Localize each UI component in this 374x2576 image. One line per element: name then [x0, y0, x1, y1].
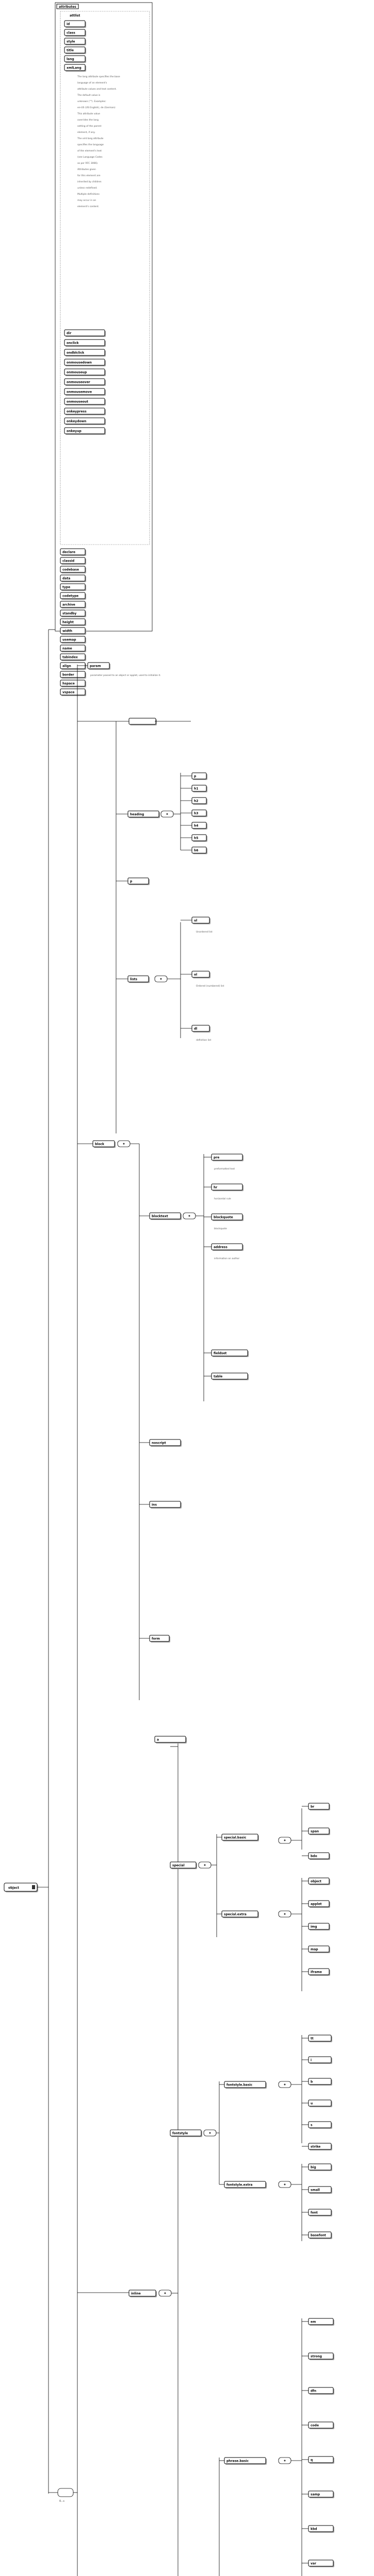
block-choice: [118, 1141, 130, 1147]
list-ol-label: ol: [194, 973, 198, 977]
special-br-label: br: [311, 1805, 315, 1809]
fontstyle-strike[interactable]: [308, 2143, 332, 2150]
form-label: form: [152, 1637, 160, 1641]
attr-tabindex-label: tabindex: [62, 655, 78, 659]
attr-onmouseout-label: onmouseout: [67, 400, 88, 404]
attr-onmousedown-label: onmousedown: [67, 361, 92, 365]
attr-doc-line-14: as per RFC 3066).: [77, 162, 99, 165]
special-iframe-label: iframe: [311, 1970, 322, 1974]
blocktext-doc-address: information on author: [214, 1258, 240, 1260]
fontstyle-big[interactable]: [308, 2164, 332, 2171]
block-fieldset[interactable]: [212, 1350, 249, 1357]
fontstyle-u[interactable]: [308, 2100, 332, 2107]
fontstyle-basefont-label: basefont: [311, 2233, 326, 2238]
blocktext-doc-pre: preformatted text: [214, 1168, 235, 1171]
attr-declare[interactable]: [60, 549, 86, 556]
list-doc-ol: Ordered (numbered) list: [196, 985, 224, 988]
attr-xmlLang[interactable]: [64, 64, 86, 72]
attr-onkeyup-label: onkeyup: [67, 429, 82, 433]
attr-class[interactable]: [64, 29, 86, 37]
attr-type[interactable]: [60, 584, 86, 591]
attributes-title: attributes: [59, 5, 76, 9]
param-doc: parameter passed to an object or applet, used to initialize it.: [90, 674, 161, 677]
list-dl[interactable]: [192, 1025, 210, 1032]
heading-h5-label: h5: [194, 836, 199, 840]
fontstyle-tt[interactable]: [308, 2035, 332, 2042]
fontstyle-extra-label: fontstyle.extra: [226, 2183, 253, 2187]
list-ul[interactable]: [192, 917, 210, 924]
fontstyle-b-label: b: [311, 2080, 313, 2084]
blocktext-pre[interactable]: [212, 1154, 243, 1161]
blocktext[interactable]: [150, 1213, 182, 1220]
heading-h6-label: h6: [194, 849, 199, 853]
special-extra[interactable]: [222, 1911, 259, 1918]
fontstyle-basic-label: fontstyle.basic: [226, 2083, 253, 2087]
block-table-label: table: [214, 1375, 223, 1379]
fontstyle-font[interactable]: [308, 2209, 332, 2216]
fontstyle-s[interactable]: [308, 2122, 332, 2129]
special-bdo-label: bdo: [311, 1854, 317, 1858]
attr-id-label: id: [67, 22, 70, 26]
blocktext-choice: [183, 1213, 196, 1219]
fontstyle-choice: [204, 2130, 216, 2136]
lists-choice: [155, 976, 167, 982]
attr-onmouseout[interactable]: [64, 398, 106, 405]
ins-block-label: ins: [152, 1503, 157, 1507]
phrase-em[interactable]: [308, 2318, 334, 2326]
attr-onclick[interactable]: [64, 340, 106, 347]
lists-label: lists: [130, 977, 138, 981]
root-element-object[interactable]: [4, 1883, 38, 1892]
attr-doc-line-7: overrides the lang: [77, 119, 99, 122]
attr-doc-line-12: of the element's text: [77, 150, 102, 152]
attr-class-label: class: [67, 31, 75, 35]
attr-ondblclick-label: ondblclick: [67, 351, 85, 355]
fontstyle-tt-label: tt: [311, 2037, 314, 2041]
special-map-label: map: [311, 1947, 318, 1952]
attr-onmouseup-label: onmouseup: [67, 370, 87, 375]
attr-codebase[interactable]: [60, 566, 86, 573]
special-iframe[interactable]: [308, 1969, 330, 1976]
attr-name-label: name: [62, 647, 72, 651]
blocktext-address-label: address: [214, 1245, 227, 1249]
special-extra-label: special.extra: [224, 1912, 247, 1917]
special-span[interactable]: [308, 1828, 330, 1835]
fontstyle-s-label: s: [311, 2123, 313, 2127]
attr-vspace-label: vspace: [62, 690, 75, 694]
heading-h6[interactable]: [192, 847, 207, 854]
fontstyle-font-label: font: [311, 2211, 318, 2215]
paragraph-label: p: [130, 879, 133, 884]
seq-occurrence: 0..∞: [59, 2500, 65, 2503]
attr-doc-line-3: The default value is: [77, 94, 101, 97]
attr-onkeypress[interactable]: [64, 408, 106, 415]
lists[interactable]: [128, 976, 150, 983]
list-ul-label: ul: [194, 919, 198, 923]
phrase-basic-label: phrase.basic: [226, 2459, 249, 2463]
attr-onclick-label: onclick: [67, 341, 79, 345]
phrase-basic[interactable]: [224, 2458, 267, 2465]
heading-h5[interactable]: [192, 835, 207, 842]
attr-doc-line-17: inherited by children: [77, 181, 102, 183]
special-basic-choice: [279, 1837, 291, 1843]
phrase-code-label: code: [311, 2424, 319, 2428]
phrase-var[interactable]: [308, 2560, 334, 2567]
special-applet-label: applet: [311, 1902, 322, 1906]
attr-id[interactable]: [64, 21, 86, 28]
attlist-label: attlist: [70, 14, 80, 18]
heading-h1-label: h1: [194, 787, 199, 791]
anchor[interactable]: [155, 1736, 187, 1743]
attr-dir-label: dir: [67, 331, 72, 335]
phrase-kbd[interactable]: [308, 2526, 334, 2533]
heading-choice: [161, 811, 173, 817]
fontstyle-i[interactable]: [308, 2057, 332, 2064]
blocktext-blockquote-label: blockquote: [214, 1215, 233, 1219]
attr-height-label: height: [62, 620, 74, 624]
attr-doc-line-4: unknown (""). Examples:: [77, 100, 106, 103]
blocktext-label: blocktext: [152, 1214, 168, 1218]
attr-title[interactable]: [64, 47, 86, 54]
phrase-samp[interactable]: [308, 2491, 334, 2498]
special-object[interactable]: [308, 1878, 330, 1885]
heading-h4[interactable]: [192, 822, 207, 829]
attr-onkeydown-label: onkeydown: [67, 419, 87, 423]
attr-ondblclick[interactable]: [64, 349, 106, 357]
list-doc-ul: Unordered list: [196, 931, 213, 934]
fontstyle-basefont[interactable]: [308, 2232, 332, 2239]
attr-align[interactable]: [60, 663, 86, 670]
heading-h1[interactable]: [192, 785, 207, 792]
attr-doc-line-8: setting of the parent: [77, 125, 102, 128]
fontstyle-u-label: u: [311, 2102, 313, 2106]
phrase-dfn-label: dfn: [311, 2389, 317, 2393]
heading-p-label: p: [194, 774, 197, 778]
fontstyle-strike-label: strike: [311, 2145, 321, 2149]
attr-archive-label: archive: [62, 603, 75, 607]
attr-border-label: border: [62, 673, 74, 677]
children-layer: [77, 663, 334, 2576]
block[interactable]: [93, 1141, 116, 1148]
attr-classid-label: classid: [62, 559, 75, 563]
inline-label: inline: [131, 2292, 141, 2296]
block-label: block: [95, 1142, 105, 1146]
special-applet[interactable]: [308, 1901, 330, 1908]
attr-lang-label: lang: [67, 57, 74, 61]
fontstyle-label: fontstyle: [172, 2131, 188, 2136]
list-dl-label: dl: [194, 1027, 198, 1031]
heading-h2[interactable]: [192, 798, 207, 805]
attr-doc-line-10: The xml:lang attribute: [77, 138, 104, 140]
blocktext-hr[interactable]: [212, 1184, 243, 1191]
attr-onkeydown[interactable]: [64, 418, 106, 425]
attr-height[interactable]: [60, 619, 86, 626]
fontstyle-small-label: small: [311, 2188, 320, 2192]
heading-label: heading: [130, 812, 144, 817]
attr-name[interactable]: [60, 645, 86, 652]
attr-style-label: style: [67, 40, 75, 44]
attr-doc-line-19: Multiple definitions: [77, 193, 100, 196]
attr-onmouseover[interactable]: [64, 379, 106, 386]
special-img-label: img: [311, 1925, 317, 1929]
attr-tabindex[interactable]: [60, 654, 86, 661]
attr-doc-line-0: The lang attribute specifies the base: [77, 76, 120, 78]
attr-codetype[interactable]: [60, 592, 86, 600]
phrase-q[interactable]: [308, 2456, 334, 2464]
phrase-strong-label: strong: [311, 2354, 322, 2359]
ins-block[interactable]: [150, 1501, 182, 1509]
attr-doc-line-18: unless redefined.: [77, 187, 97, 190]
fontstyle-small[interactable]: [308, 2187, 332, 2194]
phrase-q-label: q: [311, 2458, 313, 2462]
attr-xmlLang-label: xmlLang: [67, 66, 82, 70]
attr-doc-line-9: element, if any.: [77, 131, 95, 134]
attr-width-label: width: [62, 629, 73, 633]
blocktext-blockquote[interactable]: [212, 1214, 243, 1221]
special-map[interactable]: [308, 1946, 330, 1953]
attr-declare-label: declare: [62, 550, 76, 554]
phrase-dfn[interactable]: [308, 2387, 334, 2395]
noscript-label: noscript: [152, 1441, 166, 1445]
noscript[interactable]: [150, 1439, 182, 1447]
list-ol[interactable]: [192, 971, 210, 978]
fontstyle-i-label: i: [311, 2058, 312, 2062]
attr-classid[interactable]: [60, 557, 86, 565]
attr-onmousedown[interactable]: [64, 359, 106, 366]
special-label: special: [172, 1863, 185, 1868]
blocktext-hr-label: hr: [214, 1185, 218, 1190]
attr-title-label: title: [67, 48, 74, 53]
attr-codebase-label: codebase: [62, 568, 79, 572]
heading-p[interactable]: [192, 773, 207, 780]
blocktext-pre-label: pre: [214, 1156, 220, 1160]
sequence-compositor: [58, 665, 77, 2576]
attr-doc-line-11: specifies the language: [77, 144, 104, 146]
attr-dir[interactable]: [64, 330, 106, 337]
fontstyle-extra[interactable]: [224, 2181, 267, 2189]
block-group[interactable]: [129, 718, 157, 725]
attr-border[interactable]: [60, 671, 86, 679]
inline-choice: [159, 2290, 171, 2296]
attribute-list: [60, 21, 106, 696]
fontstyle-b[interactable]: [308, 2078, 332, 2086]
attr-doc-line-6: This attribute value: [77, 113, 100, 115]
phrase-kbd-label: kbd: [311, 2527, 317, 2531]
attr-style[interactable]: [64, 38, 86, 45]
heading-h3[interactable]: [192, 810, 207, 817]
attr-onkeypress-label: onkeypress: [67, 410, 87, 414]
attributes-box: [55, 3, 152, 696]
attr-vspace[interactable]: [60, 689, 86, 696]
attr-doc-line-5: en-US (US English), de (German): [77, 107, 116, 109]
attr-onmousemove[interactable]: [64, 388, 106, 396]
form[interactable]: [150, 1635, 170, 1642]
heading-h2-label: h2: [194, 799, 199, 803]
attr-type-label: type: [62, 585, 71, 589]
attr-data-label: data: [62, 577, 71, 581]
phrase-strong[interactable]: [308, 2353, 334, 2360]
special-object-label: object: [311, 1879, 321, 1884]
attr-standby[interactable]: [60, 610, 86, 617]
attr-hspace[interactable]: [60, 680, 86, 687]
special-bdo[interactable]: [308, 1853, 330, 1860]
attr-doc-line-2: attribute values and text content.: [77, 88, 117, 91]
attr-data[interactable]: [60, 575, 86, 582]
fontstyle-basic-choice: [279, 2081, 291, 2088]
param-label: param: [90, 664, 101, 668]
phrase-basic-choice: [279, 2458, 291, 2464]
root-label: object: [8, 1886, 19, 1890]
paragraph[interactable]: [128, 878, 150, 885]
attr-doc-line-1: language of an element's: [77, 82, 107, 84]
heading-h3-label: h3: [194, 811, 199, 816]
block-fieldset-label: fieldset: [214, 1351, 227, 1355]
special-basic[interactable]: [222, 1834, 259, 1841]
attr-onkeyup[interactable]: [64, 428, 106, 435]
phrase-samp-label: samp: [311, 2493, 320, 2497]
fontstyle[interactable]: [170, 2130, 202, 2137]
special-extra-choice: [279, 1911, 291, 1917]
phrase-code[interactable]: [308, 2422, 334, 2429]
heading[interactable]: [128, 811, 160, 818]
anchor-label: a: [157, 1738, 159, 1742]
attr-onmouseover-label: onmouseover: [67, 380, 90, 384]
fontstyle-big-label: big: [311, 2165, 316, 2170]
attr-doc-line-13: (see Language Codes: [77, 156, 103, 159]
attr-doc-line-21: element's content.: [77, 206, 100, 208]
attr-onmousemove-label: onmousemove: [67, 390, 92, 394]
attr-doc-line-15: Attributes given: [77, 168, 96, 171]
attr-width[interactable]: [60, 628, 86, 635]
inline[interactable]: [129, 2290, 157, 2297]
attr-align-label: align: [62, 664, 71, 668]
fontstyle-basic[interactable]: [224, 2081, 267, 2089]
special-img[interactable]: [308, 1923, 330, 1930]
blocktext-doc-hr: horizontal rule: [214, 1198, 231, 1200]
trunk-connectors: [37, 630, 58, 2494]
param[interactable]: [88, 663, 110, 670]
attr-doc-line-20: may occur in an: [77, 199, 96, 202]
attr-usemap-label: usemap: [62, 638, 76, 642]
special[interactable]: [170, 1862, 197, 1869]
blocktext-address[interactable]: [212, 1244, 243, 1251]
attribute-documentation: [77, 75, 120, 208]
phrase-em-label: em: [311, 2320, 316, 2324]
special-span-label: span: [311, 1829, 319, 1834]
special-br[interactable]: [308, 1803, 330, 1810]
special-choice: [199, 1862, 211, 1868]
attr-usemap[interactable]: [60, 636, 86, 643]
phrase-var-label: var: [311, 2562, 316, 2566]
attr-hspace-label: hspace: [62, 682, 75, 686]
list-doc-dl: definition list: [196, 1039, 212, 1042]
special-basic-label: special.basic: [224, 1836, 247, 1840]
attr-lang[interactable]: [64, 56, 86, 63]
block-table[interactable]: [212, 1373, 249, 1380]
attr-onmouseup[interactable]: [64, 369, 106, 376]
attr-codetype-label: codetype: [62, 594, 79, 598]
fontstyle-extra-choice: [279, 2181, 291, 2188]
attr-doc-line-16: for this element are: [77, 175, 101, 177]
attr-standby-label: standby: [62, 612, 77, 616]
heading-h4-label: h4: [194, 824, 199, 828]
attr-archive[interactable]: [60, 601, 86, 608]
blocktext-doc-blockquote: blockquote: [214, 1228, 227, 1230]
